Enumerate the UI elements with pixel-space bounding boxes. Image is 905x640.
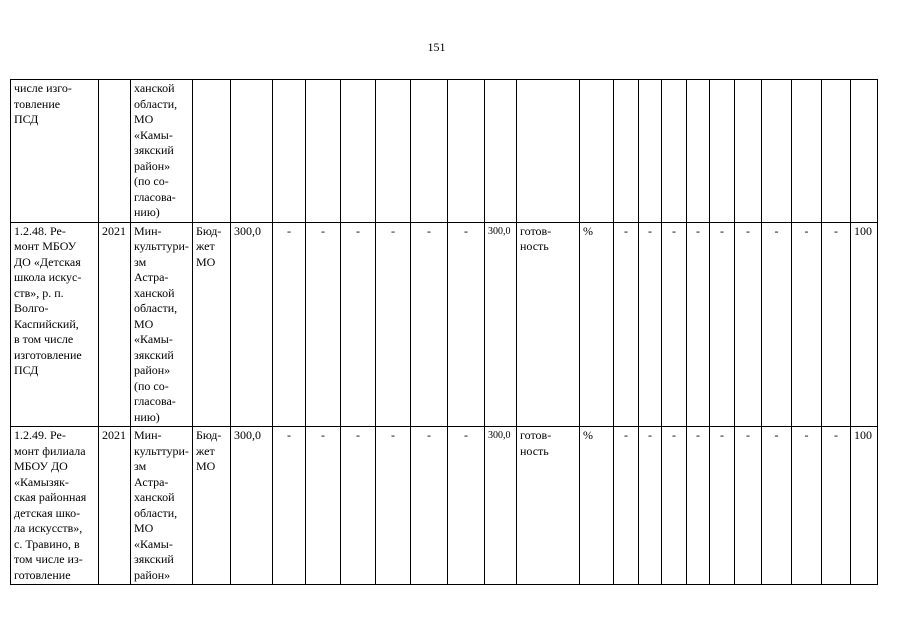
indicator-cell [517, 80, 580, 223]
plan-value-cell [687, 80, 710, 223]
plan-value-cell [710, 80, 735, 223]
plan-value-cell [639, 80, 662, 223]
final-value-cell: 100 [851, 222, 878, 427]
year-cell [99, 80, 131, 223]
plan-value-cell: - [687, 222, 710, 427]
plan-value-cell: - [762, 427, 792, 585]
amount-cell [306, 80, 341, 223]
amount-cell: - [273, 222, 306, 427]
amount-cell: - [411, 427, 448, 585]
table-row [11, 80, 878, 223]
plan-value-cell: - [735, 427, 762, 585]
unit-cell: % [580, 427, 614, 585]
indicator-cell: готов- ность [517, 427, 580, 585]
amount-cell [341, 80, 376, 223]
plan-value-cell [662, 80, 687, 223]
amount-cell: - [306, 427, 341, 585]
amount-cell: - [376, 427, 411, 585]
year-cell: 2021 [99, 222, 131, 427]
plan-value-cell: - [614, 427, 639, 585]
plan-value-cell: - [639, 222, 662, 427]
amount-cell: - [411, 222, 448, 427]
unit-cell: % [580, 222, 614, 427]
plan-value-cell: - [822, 427, 851, 585]
plan-value-cell: - [687, 427, 710, 585]
page-number: 151 [427, 40, 446, 54]
task-name-cell: 1.2.48. Ре- монт МБОУ ДО «Детская школа искус- ств», р. п. Волго- Каспийский, в том числе изготовление ПСД [11, 222, 99, 427]
plan-value-cell: - [710, 427, 735, 585]
amount-cell [448, 80, 485, 223]
amount-cell: - [448, 427, 485, 585]
executor-cell: Мин- культтури- зм Астра- ханской области, МО «Камы- зякский район» [131, 427, 193, 585]
total-amount-cell [231, 80, 273, 223]
plan-value-cell: - [762, 222, 792, 427]
plan-value-cell: - [792, 427, 822, 585]
year-cell: 2021 [99, 427, 131, 585]
indicator-cell: готов- ность [517, 222, 580, 427]
executor-cell: Мин- культтури- зм Астра- ханской области, МО «Камы- зякский район» (по со- гласова- нию) [131, 222, 193, 427]
amount-cell: - [341, 222, 376, 427]
total-amount-cell: 300,0 [231, 222, 273, 427]
amount-cell: - [306, 222, 341, 427]
table-row [11, 427, 878, 585]
amount-cell: - [448, 222, 485, 427]
amount-cell: 300,0 [485, 222, 517, 427]
amount-cell [411, 80, 448, 223]
funding-source-cell [193, 80, 231, 223]
table-row [11, 222, 878, 427]
task-name-cell: 1.2.49. Ре- монт филиала МБОУ ДО «Камызяк- ская районная детская шко- ла искусств», с. Травино, в том числе из- готовление [11, 427, 99, 585]
funding-source-cell: Бюд- жет МО [193, 222, 231, 427]
task-name-cell: числе изго- товление ПСД [11, 80, 99, 223]
amount-cell: 300,0 [485, 427, 517, 585]
plan-value-cell: - [710, 222, 735, 427]
plan-value-cell [614, 80, 639, 223]
plan-value-cell [792, 80, 822, 223]
amount-cell [273, 80, 306, 223]
plan-value-cell: - [639, 427, 662, 585]
program-table [10, 79, 878, 585]
plan-value-cell: - [614, 222, 639, 427]
plan-value-cell: - [792, 222, 822, 427]
amount-cell: - [273, 427, 306, 585]
total-amount-cell: 300,0 [231, 427, 273, 585]
plan-value-cell: - [662, 427, 687, 585]
plan-value-cell [735, 80, 762, 223]
plan-value-cell: - [822, 222, 851, 427]
amount-cell: - [341, 427, 376, 585]
funding-source-cell: Бюд- жет МО [193, 427, 231, 585]
amount-cell [376, 80, 411, 223]
final-value-cell: 100 [851, 427, 878, 585]
plan-value-cell [822, 80, 851, 223]
plan-value-cell: - [735, 222, 762, 427]
plan-value-cell [762, 80, 792, 223]
plan-value-cell: - [662, 222, 687, 427]
amount-cell: - [376, 222, 411, 427]
executor-cell: ханской области, МО «Камы- зякский район» (по со- гласова- нию) [131, 80, 193, 223]
final-value-cell [851, 80, 878, 223]
amount-cell [485, 80, 517, 223]
unit-cell [580, 80, 614, 223]
